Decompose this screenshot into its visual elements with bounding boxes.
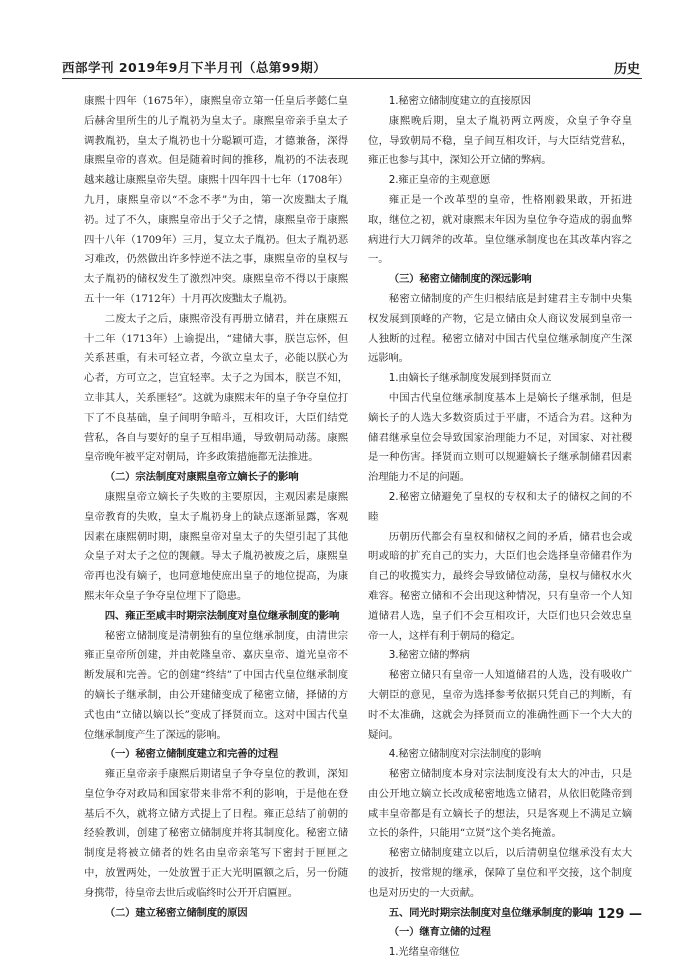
paragraph: 二废太子之后，康熙帝没有再册立储君，并在康熙五十二年（1713年）上谕提出，“建储大事，朕岂忘怀，但关系甚重，有未可轻立者，今欲立皇太子，必能以朕心为心者，方可立之，岂宜轻率。太子之为国本，朕岂不知，立非其人，关系匪轻”。这就为康熙末年的皇子争夺皇位打下了不良基础，皇子间明争暗斗，互相攻讦，大臣们结党营私，各自与要好的皇子互相串通，导致朝局动荡。康熙皇帝晚年被平定对朝局，许多政策措施都无法推进。	[84, 312, 348, 464]
numbered-heading: 2.秘密立储避免了皇权的专权和太子的储权之间的不睦	[368, 490, 632, 523]
paragraph: 历朝历代都会有皇权和储权之间的矛盾，储君也会或明或暗的扩充自己的实力，大臣们也会选择皇帝储君作为自己的收揽实力，最终会导致储位动荡，皇权与储权水火难容。秘密立储和不会出现这种情况，只有皇帝一个人知道储君人选，皇子们不会互相攻讦，大臣们也只会效忠皇帝一人，这样有利于朝局的稳定。	[368, 530, 632, 642]
paragraph: 中国古代皇位继承制度基本上是嫡长子继承制，但是嫡长子的人选大多数资质过于平庸，不适合为君。这种为储君继承皇位会导致国家治理能力不足，对国家、对社稷是一种伤害。择贤而立则可以规避嫡长子继承制储君因素治理能力不足的问题。	[368, 391, 632, 484]
section-heading: 五、同光时期宗法制度对皇位继承制度的影响	[388, 906, 593, 919]
section-label: 历史	[613, 62, 640, 77]
numbered-heading: 4.秘密立储制度对宗法制度的影响	[388, 748, 541, 761]
subsection-heading: （二）建立秘密立储制度的原因	[104, 906, 248, 919]
numbered-heading: 1.由嫡长子继承制度发展到择贤而立	[388, 372, 552, 385]
right-column	[368, 92, 632, 963]
subsection-heading: （三）秘密立储制度的深远影响	[388, 273, 532, 286]
paragraph: 秘密立储制度本身对宗法制度没有太大的冲击，只是由公开地立嫡立长改成秘密地选立储君，从依旧乾隆帝到咸丰皇帝都是有立嫡长子的想法，只是客观上不满足立嫡立长的条件，只能用“立贤”这个美名掩盖。	[368, 768, 632, 840]
paragraph: 秘密立储制度建立以后，以后清朝皇位继承没有太大的波折，按常规的继承，保障了皇位和平交接，这个制度也是对历史的一大贡献。	[368, 847, 632, 899]
numbered-heading: 1.秘密立储制度建立的直接原因	[388, 95, 531, 107]
paragraph: 康熙皇帝立嫡长子失败的主要原因，主观因素是康熙皇帝教育的失败，皇太子胤礽身上的缺点逐渐显露，客观因素在康熙朝时期，康熙皇帝对皇太子的失望引起了其他众皇子对太子之位的觊觎。导太子胤礽被废之后，康熙皇帝再也没有嫡子，也同意地使庶出皇子的地位提高，为康熙末年众皇子争夺皇位埋下了隐患。	[84, 490, 348, 602]
numbered-heading: 3.秘密立储的弊病	[388, 649, 470, 662]
paragraph: 雍正皇帝亲手康熙后期诸皇子争夺皇位的教训，深知皇位争夺对政局和国家带来非常不利的影响，于是他在登基后不久，就将立储方式提上了日程。雍正总结了前朝的经验教训，创建了秘密立储制度并将其制度化。秘密立储制度是将被立储者的姓名由皇帝亲笔写下密封于匣匣之中，放置两处，一处放置于正大光明匾额之后，另一份随身携带，待皇帝去世后或临终时公开开启匾匣。	[84, 768, 348, 899]
paragraph: 雍正是一个改革型的皇帝，性格刚毅果敢，开拓进取，继位之初，就对康熙末年因为皇位争夺造成的弱血弊病进行大刀阔斧的改革。皇位继承制度也在其改革内容之一。	[368, 193, 632, 266]
subsection-heading: （二）宗法制度对康熙皇帝立嫡长子的影响	[104, 471, 299, 484]
section-heading: 四、雍正至咸丰时期宗法制度对皇位继承制度的影响	[104, 609, 340, 622]
journal-title: 西部学刊 2019年9月下半月刊（总第99期）	[62, 60, 327, 75]
numbered-heading: 2.雍正皇帝的主观意愿	[388, 174, 491, 187]
page-header	[62, 48, 642, 79]
paragraph: 康熙十四年（1675年），康熙皇帝立第一任皇后孝懿仁皇后赫舍里所生的儿子胤礽为皇太子。康熙皇帝亲手皇太子调教胤礽，皇太子胤礽也十分聪颖可造，才德兼备，深得康熙皇帝的喜欢。但是随着时间的推移，胤礽的不法表现越来越让康熙皇帝失望。康熙十四年四十七年（1708年）九月，康熙皇帝以“不念不孝”为由，第一次废黜太子胤礽。过了不久，康熙皇帝出于父子之情，康熙皇帝于康熙四十八年（1709年）三月，复立太子胤礽。但太子胤礽恶习难改，仍然做出许多悖逆不法之事，康熙皇帝的皇权与太子胤礽的储权发生了激烈冲突。康熙皇帝不得以于康熙五十一年（1712年）十月再次废黜太子胤礽。	[84, 95, 348, 305]
paragraph: 秘密立储只有皇帝一人知道储君的人选，没有吸收广大朝臣的意见，皇帝为选择参考依据只凭自己的判断，有时不太准确，这就会为择贤而立的准确性画下一个大大的疑问。	[368, 669, 632, 741]
subsection-heading: （一）继育立储的过程	[388, 926, 491, 939]
numbered-heading: 1.光绪皇帝继位	[388, 946, 460, 959]
paragraph: 康熙晚后期，皇太子胤礽两立两废，众皇子争夺皇位，导致朝局不稳，皇子间互相攻讦，与大臣结党营私，雍正也参与其中，深知公开立储的弊病。	[368, 114, 632, 167]
paragraph: 秘密立储制度的产生归根结底是封建君主专制中央集权发展到顶峰的产物，它是立储由众人商议发展到皇帝一人独断的过程。秘密立储对中国古代皇位继承制度产生深远影响。	[368, 292, 632, 365]
subsection-heading: （一）秘密立储制度建立和完善的过程	[104, 748, 279, 761]
page-number: — 129 —	[579, 907, 642, 922]
left-column	[84, 92, 348, 923]
paragraph: 秘密立储制度是清朝独有的皇位继承制度，由清世宗雍正皇帝所创建，并由乾隆皇帝、嘉庆皇帝、道光皇帝不断发展和完善。它的创建“终结”了中国古代皇位继承制度的嫡长子继承制，由公开建储变成了秘密立储，择储的方式也由“立储以嫡以长”变成了择贤而立。这对中国古代皇位继承制度产生了深远的影响。	[84, 629, 348, 741]
